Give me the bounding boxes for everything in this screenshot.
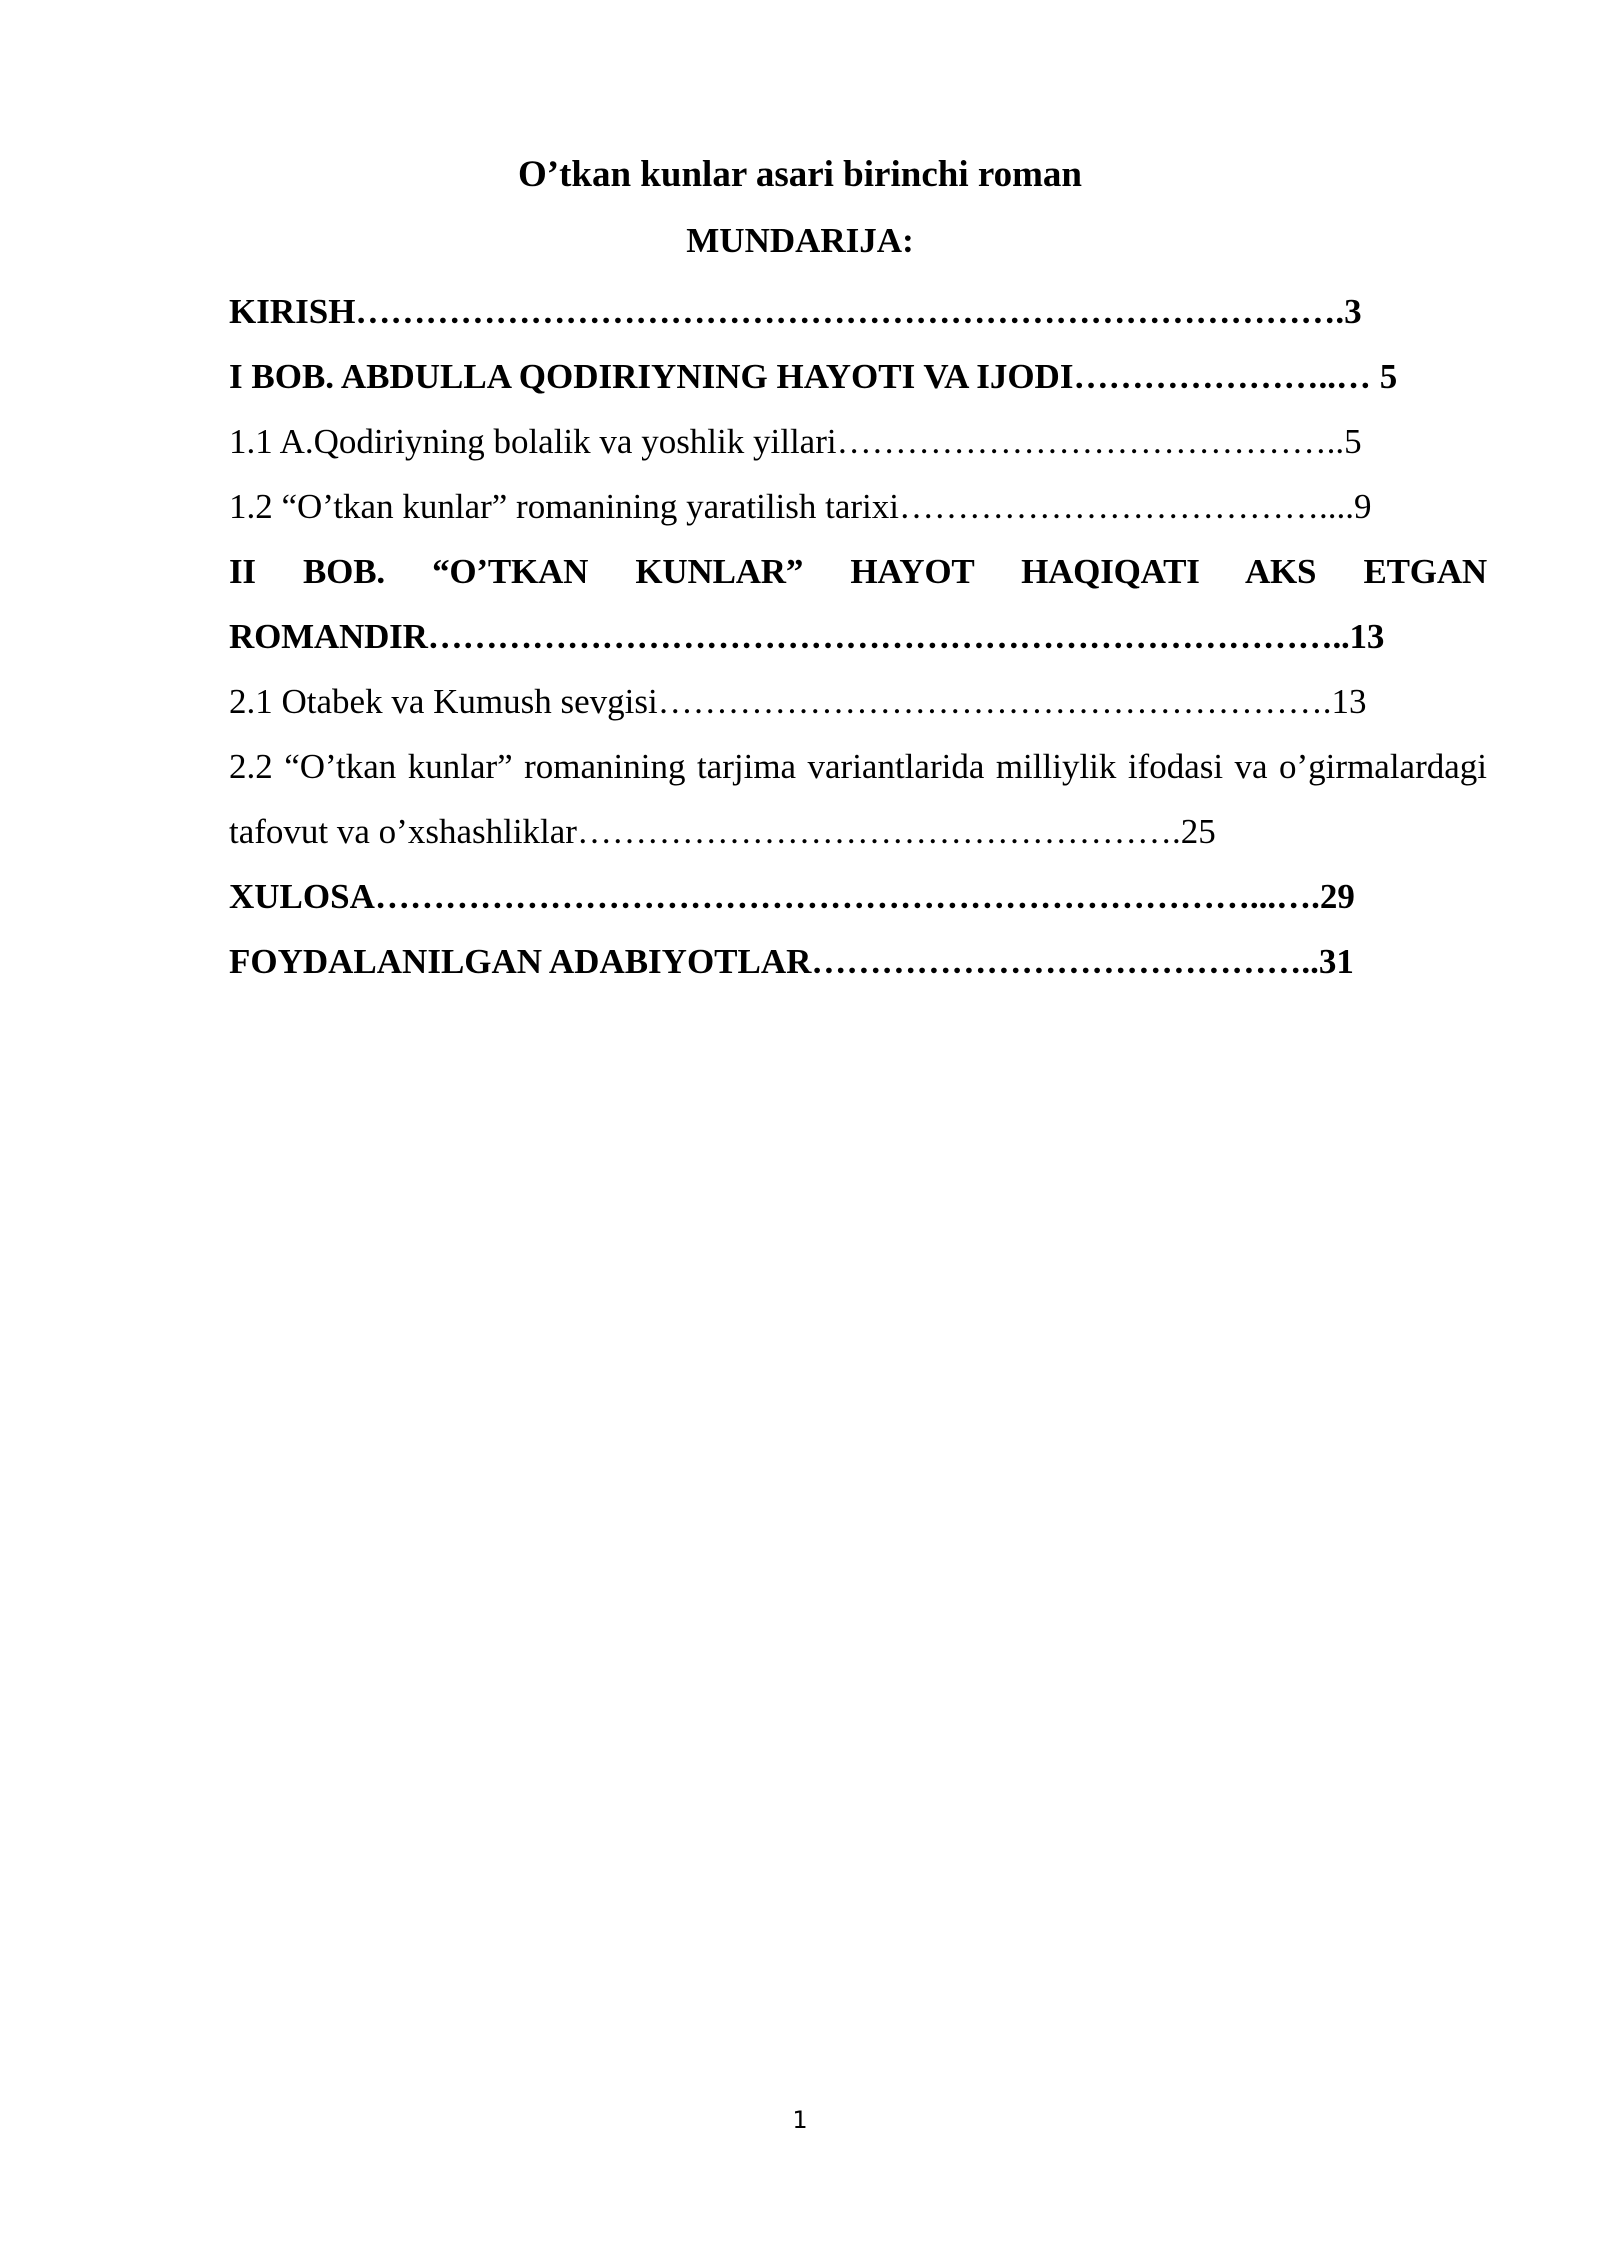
toc-entry-kirish: KIRISH………………………………………………………………………….3 (229, 292, 1362, 331)
toc-entry-section-1-2: 1.2 “O’tkan kunlar” romanining yaratilish tarixi………………………………....9 (229, 487, 1372, 526)
document-title: O’tkan kunlar asari birinchi roman (517, 154, 1082, 195)
toc-entry-section-1-1: 1.1 A.Qodiriyning bolalik va yoshlik yillari……………………………………..5 (229, 422, 1362, 461)
toc-entry-references: FOYDALANILGAN ADABIYOTLAR……………………………………..31 (229, 942, 1354, 981)
toc-entry-section-2-1: 2.1 Otabek va Kumush sevgisi………………………………………………….13 (229, 682, 1367, 721)
toc-entry-chapter-1: I BOB. ABDULLA QODIRIYNING HAYOTI VA IJODI…………………..… 5 (229, 357, 1398, 396)
toc-entry-section-2-2: 2.2 “O’tkan kunlar” romanining tarjima variantlarida milliylik ifodasi va o’girmalardagi tafovut va o’xshashliklar…………………………………………….25 (229, 747, 1487, 851)
toc-heading: MUNDARIJA: (686, 221, 914, 260)
page-number: 1 (792, 2106, 808, 2134)
toc-entry-xulosa: XULOSA…………………………………………………………………...….29 (229, 877, 1355, 916)
table-of-contents (229, 279, 1487, 994)
toc-entry-chapter-2: II BOB. “O’TKAN KUNLAR” HAYOT HAQIQATI AKS ETGAN ROMANDIR……………………………………………………………………..13 (229, 552, 1487, 656)
